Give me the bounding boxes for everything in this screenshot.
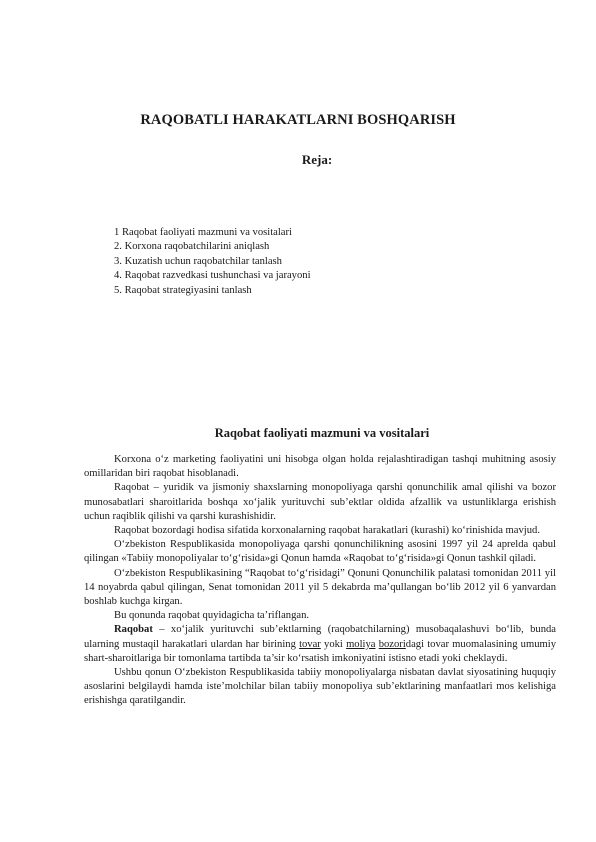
plan-list [114,226,311,298]
paragraph: O‘zbekiston Respublikasining “Raqobat to‘g‘risidagi” Qonuni Qonunchilik palatasi tomonidan 2011 yil 14 noyabrda qabul qilingan, Senat tomonidan 2011 yil 5 dekabrda ma’qullangan bo‘lib 2012 yil 6 yanvardan boshlab kuchga kirgan. [84,567,556,608]
definition-text: dagi tovar muomalasining umumiy shart-sharoitlariga bir tomonlama tartibda ta’sir ko‘rsatish imkoniyatini istisno etadi yoki cheklaydi. [84,638,556,664]
paragraph: O‘zbekiston Respublikasida monopoliyaga qarshi qonunchilikning asosini 1997 yil 24 aprelda qabul qilingan «Tabiiy monopoliyalar to‘g‘risida»gi Qonun hamda «Raqobat to‘g‘risida»gi Qonun tashkil qiladi. [84,539,556,565]
paragraph: Ushbu qonun O‘zbekiston Respublikasida tabiiy monopoliyalarga nisbatan davlat siyosatining huquqiy asoslarini belgilaydi hamda iste’molchilar bilan tabiiy monopoliya sub’ektlarining manfaatlari mos kelishiga erishishga qaratilgandir. [84,667,556,707]
section-title: Raqobat faoliyati mazmuni va vositalari [214,426,430,440]
plan-item: 5. Raqobat strategiyasini tanlash [114,284,252,296]
moliya-link[interactable]: moliya [346,638,376,650]
document-title: RAQOBATLI HARAKATLARNI BOSHQARISH [140,112,456,128]
definition-text: yoki [320,638,347,650]
paragraph: Raqobat – yuridik va jismoniy shaxslarning monopoliyaga qarshi qonunchilik amal qilishi va bozor munosabatlari sharoitlarida boshqa xo‘jalik yurituvchi sub’ektlar oldida afzallik va ustunliklarga erishish uchun raqiblik qilishi va qarshi kurashishidir. [84,482,556,522]
plan-item: 4. Raqobat razvedkasi tushunchasi va jarayoni [114,270,311,282]
tovar-link[interactable]: tovar [299,638,321,650]
plan-item: 2. Korxona raqobatchilarini aniqlash [114,241,270,253]
plan-heading: Reja: [301,152,333,167]
paragraph: Bu qonunda raqobat quyidagicha ta’riflangan. [114,610,310,622]
paragraph: Korxona o‘z marketing faoliyatini uni hisobga olgan holda rejalashtiradigan tashqi muhitning asosiy omillaridan biri raqobat hisoblanadi. [84,454,556,480]
paragraph: Raqobat bozordagi hodisa sifatida korxonalarning raqobat harakatlari (kurashi) ko‘rinishida mavjud. [114,525,540,537]
defined-term: Raqobat [114,624,153,636]
plan-item: 1 Raqobat faoliyati mazmuni va vositalari [114,227,292,238]
paragraph-definition [84,623,556,666]
definition-text: – xo‘jalik yurituvchi sub’ektlarning (raqobatchilarning) musobaqalashuvi bo‘lib, bunda ularning mustaqil harakatlari ulardan har birining [84,624,556,650]
body-text [84,453,556,709]
plan-item: 3. Kuzatish uchun raqobatchilar tanlash [114,255,282,267]
bozori-link[interactable]: bozori [378,638,406,650]
